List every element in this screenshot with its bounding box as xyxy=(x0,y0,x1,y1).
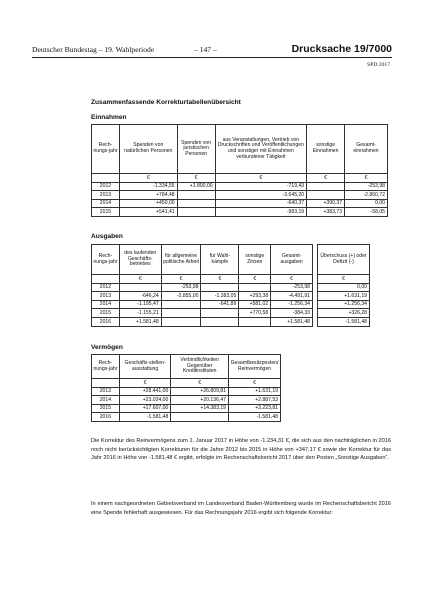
table-cell: 0,00 xyxy=(318,283,370,292)
table-row xyxy=(318,292,370,301)
table-cell: -253,98 xyxy=(345,182,388,191)
table-cell: +1.631,19 xyxy=(318,292,370,301)
vermoegen-table xyxy=(91,354,281,422)
table-cell: +23.024,00 xyxy=(119,396,171,405)
table-cell xyxy=(119,283,161,292)
page-header xyxy=(32,43,392,57)
table-cell: -4.491,91 xyxy=(271,292,313,301)
column-header: Spenden von juristischen Personen xyxy=(177,125,215,174)
unit-cell: € xyxy=(215,174,307,183)
ausgaben-title: Ausgaben xyxy=(91,233,123,240)
table-cell xyxy=(307,182,345,191)
table-cell: -719,43 xyxy=(215,182,307,191)
unit-cell xyxy=(92,379,120,388)
table-cell: +2.887,53 xyxy=(229,396,281,405)
unit-cell: € xyxy=(119,275,161,284)
table-cell: -641,89 xyxy=(201,300,239,309)
table-cell xyxy=(201,317,239,326)
unit-cell: € xyxy=(345,174,388,183)
unit-cell: € xyxy=(119,379,171,388)
unit-cell xyxy=(92,275,120,284)
table-cell: -253,98 xyxy=(161,283,201,292)
column-header: Rech-nungs-jahr xyxy=(92,245,120,275)
table-row xyxy=(92,396,281,405)
table-cell: +1.800,00 xyxy=(177,182,215,191)
table-cell: -2.855,00 xyxy=(161,292,201,301)
table-cell: -2.860,72 xyxy=(345,191,388,200)
donation-paragraph: In einem nachgeordneten Gebietsverband im Landesverband Baden-Württemberg wurde im Rechenschaftsbericht 2016 eine Spende fehlerhaft ausgewiesen. Für das Rechnungsjahr 2016 ergibt sich folgende Korrektur: xyxy=(91,501,391,516)
table-header-row xyxy=(92,355,281,379)
table-header-row xyxy=(92,125,388,174)
table-cell xyxy=(171,413,229,422)
year-cell: 2015 xyxy=(92,208,120,217)
ausgaben-table xyxy=(91,244,313,327)
table-cell: -58,05 xyxy=(345,208,388,217)
table-cell: +1.631,19 xyxy=(229,387,281,396)
table-cell xyxy=(177,191,215,200)
column-header: Überschuss (+) oder Defizit (-) xyxy=(318,245,370,275)
table-cell: +1.581,48 xyxy=(271,317,313,326)
table-cell: -253,98 xyxy=(271,283,313,292)
table-cell: +784,48 xyxy=(119,191,177,200)
table-cell: -1.581,48 xyxy=(318,317,370,326)
table-cell xyxy=(177,199,215,208)
table-cell xyxy=(201,283,239,292)
column-header: Gesamtbesitzposten/ Reinvermögen xyxy=(229,355,281,379)
einnahmen-title: Einnahmen xyxy=(91,114,127,121)
column-header: für allgemeine politische Arbeit xyxy=(161,245,201,275)
unit-row xyxy=(92,275,313,284)
year-cell: 2013 xyxy=(92,387,120,396)
table-cell: +581,02 xyxy=(239,300,271,309)
header-rule xyxy=(32,57,392,58)
table-cell: +1.581,48 xyxy=(119,317,161,326)
unit-cell: € xyxy=(307,174,345,183)
table-cell: +3.223,81 xyxy=(229,404,281,413)
table-cell: +541,41 xyxy=(119,208,177,217)
table-cell: -384,33 xyxy=(271,309,313,318)
table-cell: -3.645,20 xyxy=(215,191,307,200)
year-cell: 2015 xyxy=(92,404,120,413)
table-cell: +293,38 xyxy=(239,292,271,301)
table-cell: -640,37 xyxy=(215,199,307,208)
year-cell: 2013 xyxy=(92,191,120,200)
table-cell: -1.334,55 xyxy=(119,182,177,191)
table-row xyxy=(92,309,313,318)
table-header-row xyxy=(318,245,370,275)
table-cell xyxy=(161,317,201,326)
table-cell: -1.256,34 xyxy=(271,300,313,309)
column-header: sonstige Zinsen xyxy=(239,245,271,275)
parliament-label: Deutscher Bundestag – 19. Wahlperiode xyxy=(32,45,155,54)
column-header: Rech-nungs-jahr xyxy=(92,125,120,174)
year-cell: 2015 xyxy=(92,309,120,318)
table-cell xyxy=(201,309,239,318)
table-cell: +17.607,00 xyxy=(119,404,171,413)
column-header: Rech-nungs-jahr xyxy=(92,355,120,379)
table-cell: +770,58 xyxy=(239,309,271,318)
column-header: Spenden von natürlichen Personen xyxy=(119,125,177,174)
table-cell: -1.283,05 xyxy=(201,292,239,301)
table-cell: -646,24 xyxy=(119,292,161,301)
table-row xyxy=(318,283,370,292)
unit-cell: € xyxy=(171,379,229,388)
table-row xyxy=(92,199,388,208)
table-cell xyxy=(239,317,271,326)
column-header: Verbindlichkeiten Gegenüber Kreditinstituten xyxy=(171,355,229,379)
unit-cell: € xyxy=(201,275,239,284)
year-cell: 2014 xyxy=(92,300,120,309)
table-cell: -1.581,48 xyxy=(229,413,281,422)
table-cell: +26.809,81 xyxy=(171,387,229,396)
table-row xyxy=(92,182,388,191)
unit-row xyxy=(318,275,370,284)
column-header: Gesamt-ausgaben xyxy=(271,245,313,275)
table-cell: +390,37 xyxy=(307,199,345,208)
column-header: sonstige Einnahmen xyxy=(307,125,345,174)
table-cell xyxy=(177,208,215,217)
year-cell: 2014 xyxy=(92,396,120,405)
drucksache-number: Drucksache 19/7000 xyxy=(291,43,392,55)
table-cell xyxy=(239,283,271,292)
unit-cell: € xyxy=(161,275,201,284)
year-cell: 2016 xyxy=(92,413,120,422)
table-cell xyxy=(161,300,201,309)
year-cell: 2016 xyxy=(92,317,120,326)
column-header: Gesamt-einnahmen xyxy=(345,125,388,174)
table-cell: +1.256,34 xyxy=(318,300,370,309)
unit-cell: € xyxy=(318,275,370,284)
table-cell xyxy=(161,309,201,318)
einnahmen-table xyxy=(91,124,388,217)
unit-cell: € xyxy=(229,379,281,388)
vermoegen-title: Vermögen xyxy=(91,344,123,351)
table-row xyxy=(92,404,281,413)
table-row xyxy=(318,300,370,309)
unit-row xyxy=(92,379,281,388)
table-cell: -1.195,47 xyxy=(119,300,161,309)
ueberschuss-table xyxy=(317,244,370,327)
unit-row xyxy=(92,174,388,183)
table-cell: +28.441,00 xyxy=(119,387,171,396)
table-row xyxy=(92,208,388,217)
column-header: Geschäfts-stellen-ausstattung xyxy=(119,355,171,379)
table-row xyxy=(318,317,370,326)
table-row xyxy=(92,292,313,301)
column-header: aus Veranstaltungen, Vertrieb von Druckschriften und Veröffentlichungen und sonstiger mit Einnahmen verbundener Tätigkeit xyxy=(215,125,307,174)
year-cell: 2012 xyxy=(92,283,120,292)
table-cell: +20.136,47 xyxy=(171,396,229,405)
overview-title: Zusammenfassende Korrekturtabellenübersicht xyxy=(91,99,241,106)
table-header-row xyxy=(92,245,313,275)
correction-paragraph: Die Korrektur des Reinvermögens zum 1. Januar 2017 in Höhe von -1.234,31 €, die sich aus den nachträglichen in 2016 noch nicht berücksichtigten Korrekturen für die Jahre 2012 bis 2015 in Höhe von +347,17 € sowie der Korrektur für das Jahr 2016 in Höhe von -1.581,48 € ergibt, erfolgte im Rechenschaftsbericht 2017 über den Posten „Sonstige Ausgaben“. xyxy=(91,438,391,462)
column-header: für Wahl-kämpfe xyxy=(201,245,239,275)
year-cell: 2012 xyxy=(92,182,120,191)
page-number: – 147 – xyxy=(194,45,217,54)
table-row xyxy=(92,317,313,326)
table-cell: -983,19 xyxy=(215,208,307,217)
table-cell: +450,00 xyxy=(119,199,177,208)
table-cell: +383,73 xyxy=(307,208,345,217)
table-cell: -1.581,48 xyxy=(119,413,171,422)
table-cell: 0,00 xyxy=(345,199,388,208)
table-row xyxy=(92,300,313,309)
table-row xyxy=(92,191,388,200)
unit-cell: € xyxy=(177,174,215,183)
unit-cell: € xyxy=(271,275,313,284)
table-cell: +326,28 xyxy=(318,309,370,318)
table-row xyxy=(318,309,370,318)
table-cell: -1.155,21 xyxy=(119,309,161,318)
table-row xyxy=(92,413,281,422)
unit-cell xyxy=(92,174,120,183)
column-header: des laufenden Geschäfts-betriebes xyxy=(119,245,161,275)
report-label: SPD 2017 xyxy=(367,62,390,68)
year-cell: 2014 xyxy=(92,199,120,208)
table-cell xyxy=(307,191,345,200)
unit-cell: € xyxy=(119,174,177,183)
table-row xyxy=(92,387,281,396)
table-cell: +14.383,19 xyxy=(171,404,229,413)
unit-cell: € xyxy=(239,275,271,284)
table-row xyxy=(92,283,313,292)
year-cell: 2013 xyxy=(92,292,120,301)
